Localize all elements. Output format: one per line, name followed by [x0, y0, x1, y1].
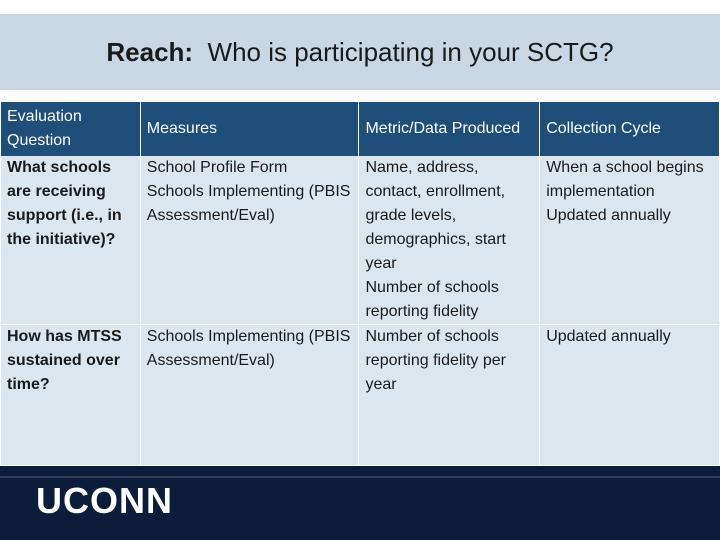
measures-cell: [140, 325, 359, 466]
cycle-item: Updated annually: [546, 328, 671, 345]
question-cell: What schools are receiving support (i.e., in the initiative)?: [1, 156, 141, 325]
measure-item: School Profile Form: [146, 159, 288, 176]
footer-bar: [0, 466, 720, 540]
uconn-logo: UCONN: [36, 480, 173, 521]
title-bold: Reach:: [106, 36, 194, 67]
cycle-item: Updated annually: [546, 207, 671, 224]
header-collection-cycle: Collection Cycle: [540, 102, 720, 156]
metrics-cell: [359, 156, 540, 325]
measure-item: Schools Implementing (PBIS Assessment/Eval): [146, 183, 351, 224]
evaluation-table: [0, 102, 720, 465]
metric-item: Number of schools reporting fidelity: [365, 279, 499, 320]
header-metric-data: Metric/Data Produced: [359, 102, 540, 156]
cycle-item: When a school begins implementation: [546, 159, 704, 200]
title-band: [0, 14, 720, 90]
cycle-cell: [540, 156, 720, 325]
title-rest: Who is participating in your SCTG?: [193, 36, 614, 67]
metric-item: Name, address, contact, enrollment, grade levels, demographics, start year: [365, 159, 506, 272]
metric-item: Number of schools reporting fidelity per year: [365, 328, 506, 393]
header-evaluation-question: Evaluation Question: [1, 102, 141, 156]
table-header-row: [1, 102, 720, 156]
table-row: [1, 156, 720, 325]
question-cell: How has MTSS sustained over time?: [1, 325, 141, 466]
measure-item: Schools Implementing (PBIS Assessment/Eval): [146, 328, 351, 369]
footer-divider: [0, 476, 720, 478]
table-row: [1, 325, 720, 466]
header-measures: Measures: [140, 102, 359, 156]
cycle-cell: [540, 325, 720, 466]
slide-title: [106, 37, 613, 68]
measures-cell: [140, 156, 359, 325]
metrics-cell: [359, 325, 540, 466]
